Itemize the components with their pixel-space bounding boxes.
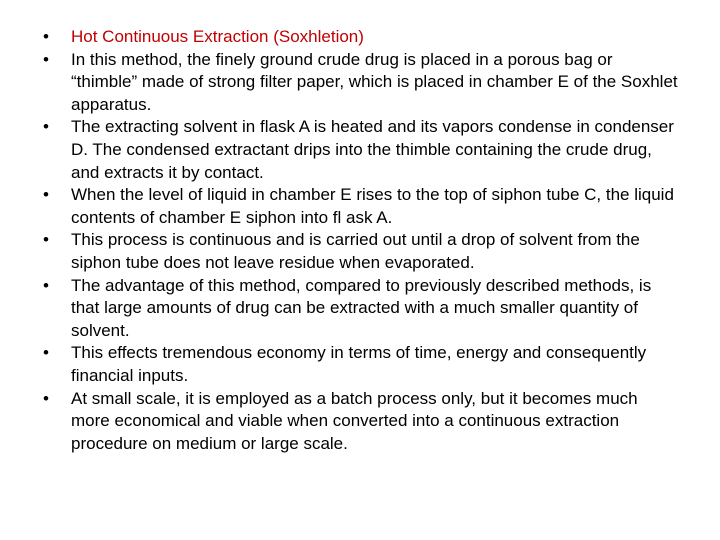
list-item (40, 229, 680, 274)
bullet-list (40, 26, 680, 455)
list-item (40, 275, 680, 343)
bullet-icon: • (43, 27, 49, 46)
bullet-icon: • (43, 388, 49, 408)
bullet-icon: • (43, 343, 49, 363)
point-text: When the level of liquid in chamber E rises to the top of siphon tube C, the liquid contents of chamber E siphon into fl ask A. (71, 185, 674, 227)
point-text: The advantage of this method, compared to previously described methods, is that large amounts of drug can be extracted with a much smaller quantity of solvent. (71, 275, 652, 340)
list-item (40, 184, 680, 229)
point-text: This effects tremendous economy in terms of time, energy and consequently financial inputs. (71, 343, 647, 385)
point-text: This process is continuous and is carried out until a drop of solvent from the siphon tube does not leave residue when evaporated. (71, 230, 640, 272)
point-text: The extracting solvent in flask A is heated and its vapors condense in condenser D. The condensed extractant drips into the thimble containing the crude drug, and extracts it by contact. (71, 117, 674, 182)
list-item (40, 388, 680, 456)
list-item (40, 116, 680, 184)
list-item (40, 49, 680, 117)
bullet-icon: • (43, 117, 49, 137)
heading-text: Hot Continuous Extraction (Soxhletion) (71, 27, 364, 46)
list-item (40, 342, 680, 387)
heading-item (40, 26, 680, 49)
point-text: In this method, the finely ground crude drug is placed in a porous bag or “thimble” made of strong filter paper, which is placed in chamber E of the Soxhlet apparatus. (71, 49, 678, 114)
bullet-icon: • (43, 230, 49, 250)
bullet-icon: • (43, 49, 49, 69)
bullet-icon: • (43, 185, 49, 205)
bullet-icon: • (43, 275, 49, 295)
point-text: At small scale, it is employed as a batch process only, but it becomes much more economical and viable when converted into a continuous extraction procedure on medium or large scale. (71, 388, 638, 453)
